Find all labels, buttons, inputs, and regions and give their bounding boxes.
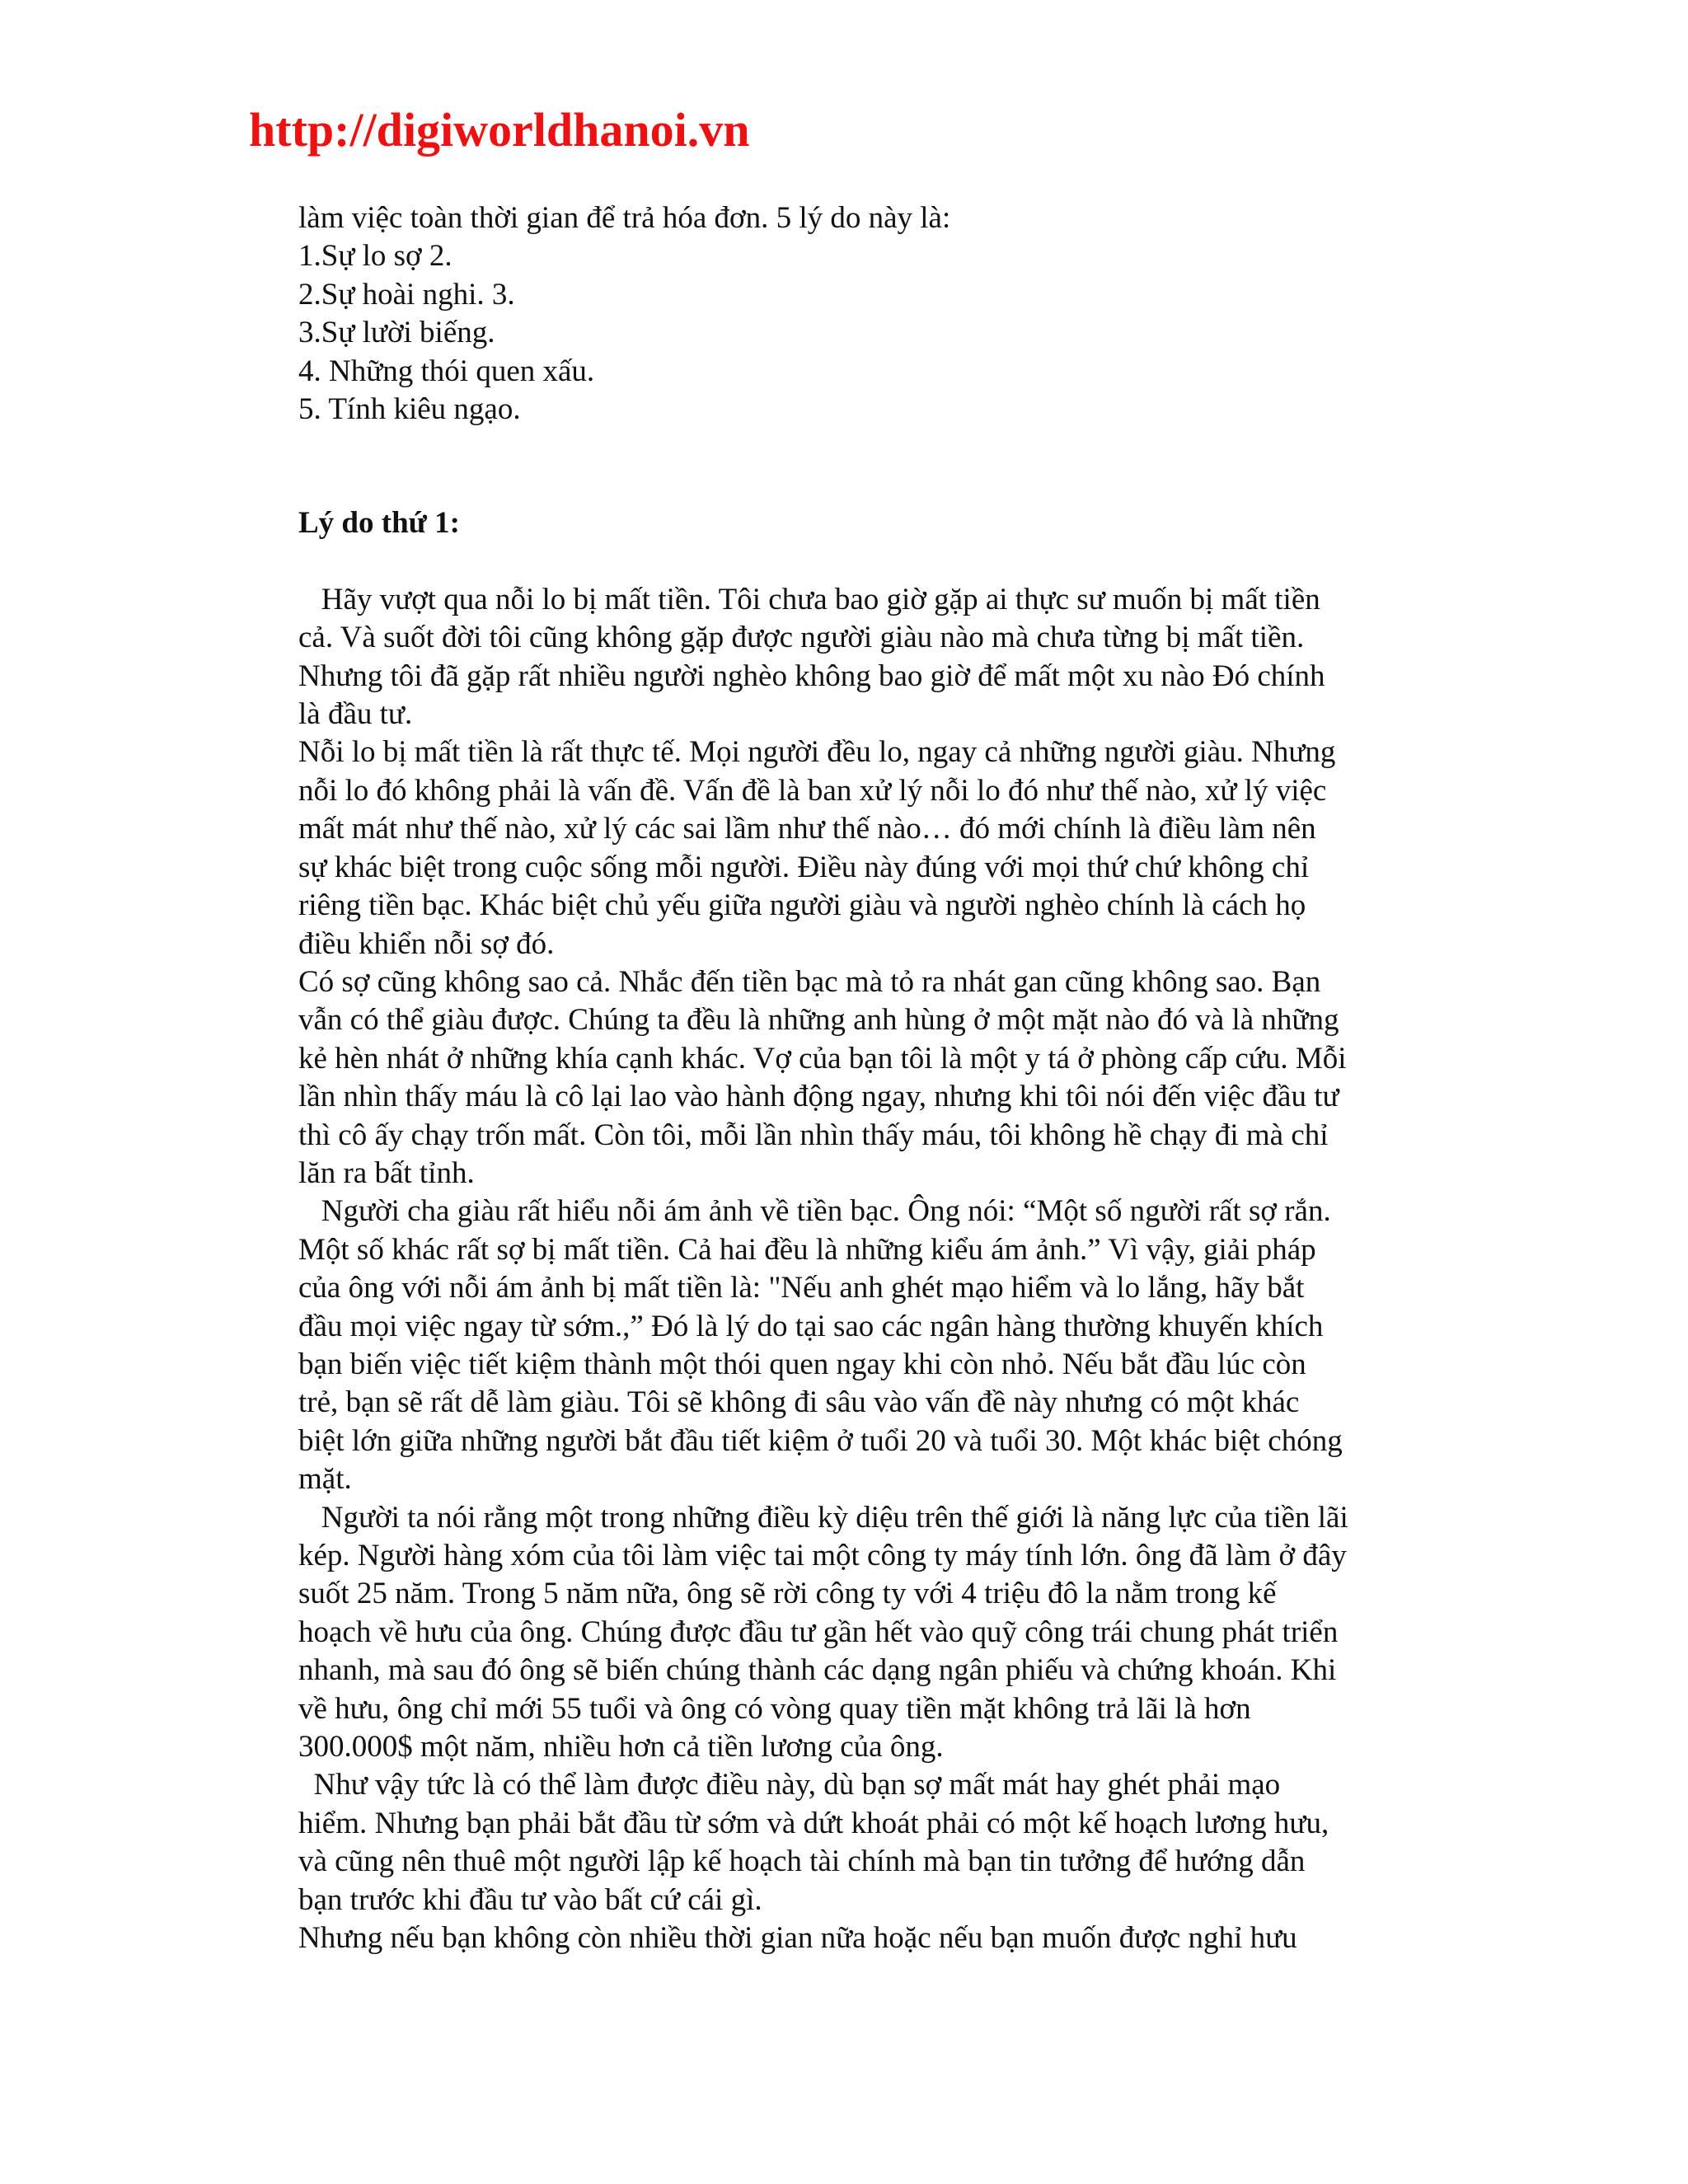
text-line: điều khiển nỗi sợ đó. (298, 926, 555, 961)
text-line: về hưu, ông chỉ mới 55 tuổi và ông có vòng quay tiền mặt không trả lãi là hơn (298, 1691, 1251, 1726)
text-line: và cũng nên thuê một người lập kế hoạch tài chính mà bạn tin tưởng để hướng dẫn (298, 1844, 1306, 1879)
text-line: Người cha giàu rất hiểu nỗi ám ảnh về tiền bạc. Ông nói: “Một số người rất sợ rắn. (298, 1194, 1331, 1229)
text-line: cả. Và suốt đời tôi cũng không gặp được người giàu nào mà chưa từng bị mất tiền. (298, 621, 1305, 655)
text-line: Hãy vượt qua nỗi lo bị mất tiền. Tôi chưa bao giờ gặp ai thực sư muốn bị mất tiền (298, 582, 1320, 616)
paragraph (298, 1499, 1452, 1767)
document-body (298, 199, 1452, 1957)
text-line: vẫn có thể giàu được. Chúng ta đều là những anh hùng ở một mặt nào đó và là những (298, 1003, 1339, 1038)
text-line: bạn biến việc tiết kiệm thành một thói quen ngay khi còn nhỏ. Nếu bắt đầu lúc còn (298, 1347, 1306, 1381)
paragraph (298, 1193, 1452, 1498)
text-line: kẻ hèn nhát ở những khía cạnh khác. Vợ của bạn tôi là một y tá ở phòng cấp cứu. Mỗi (298, 1041, 1347, 1076)
paragraph (298, 1766, 1452, 1919)
text-line: Người ta nói rằng một trong những điều kỳ diệu trên thế giới là năng lực của tiền lãi (298, 1500, 1348, 1535)
paragraph (298, 581, 1452, 734)
section-heading: Lý do thứ 1: (298, 506, 460, 541)
list-item: 1.Sự lo sợ 2. (298, 239, 452, 274)
text-line: sự khác biệt trong cuộc sống mỗi người. Điều này đúng với mọi thứ chứ không chỉ (298, 850, 1310, 884)
section-spacer (298, 543, 1452, 581)
paragraph (298, 963, 1452, 1193)
text-line: Như vậy tức là có thể làm được điều này, dù bạn sợ mất mát hay ghét phải mạo (298, 1768, 1281, 1802)
text-line: của ông với nỗi ám ảnh bị mất tiền là: "Nếu anh ghét mạo hiểm và lo lắng, hãy bắt (298, 1271, 1305, 1305)
text-line: thì cô ấy chạy trốn mất. Còn tôi, mỗi lần nhìn thấy máu, tôi không hề chạy đi mà chỉ (298, 1118, 1329, 1152)
intro-text: làm việc toàn thời gian để trả hóa đơn. 5 lý do này là: (298, 201, 951, 235)
text-line: là đầu tư. (298, 697, 413, 732)
text-line: suốt 25 năm. Trong 5 năm nữa, ông sẽ rời công ty với 4 triệu đô la nằm trong kế (298, 1577, 1277, 1611)
list-item: 4. Những thói quen xấu. (298, 354, 595, 388)
text-line: Nỗi lo bị mất tiền là rất thực tế. Mọi người đều lo, ngay cả những người giàu. Nhưng (298, 735, 1336, 770)
list-item: 5. Tính kiêu ngạo. (298, 392, 521, 427)
text-line: Một số khác rất sợ bị mất tiền. Cả hai đều là những kiểu ám ảnh.” Vì vậy, giải pháp (298, 1232, 1316, 1267)
text-line: Nhưng nếu bạn không còn nhiều thời gian nữa hoặc nếu bạn muốn được nghỉ hưu (298, 1921, 1297, 1956)
text-line: Có sợ cũng không sao cả. Nhắc đến tiền bạc mà tỏ ra nhát gan cũng không sao. Bạn (298, 964, 1321, 999)
paragraph (298, 1919, 1452, 1957)
text-line: 300.000$ một năm, nhiều hơn cả tiền lương của ông. (298, 1730, 944, 1765)
text-line: hoạch về hưu của ông. Chúng được đầu tư gần hết vào quỹ công trái chung phát triển (298, 1615, 1339, 1649)
reasons-list (298, 237, 1452, 429)
text-line: mặt. (298, 1462, 352, 1497)
list-item: 2.Sự hoài nghi. 3. (298, 277, 515, 312)
text-line: riêng tiền bạc. Khác biệt chủ yếu giữa người giàu và người nghèo chính là cách họ (298, 888, 1306, 923)
list-item: 3.Sự lười biếng. (298, 316, 495, 350)
text-line: đầu mọi việc ngay từ sớm.,” Đó là lý do tại sao các ngân hàng thường khuyến khích (298, 1309, 1324, 1343)
text-line: nhanh, mà sau đó ông sẽ biến chúng thành các dạng ngân phiếu và chứng khoán. Khi (298, 1653, 1337, 1688)
text-line: lần nhìn thấy máu là cô lại lao vào hành động ngay, nhưng khi tôi nói đến việc đầu tư (298, 1080, 1339, 1114)
text-line: nỗi lo đó không phải là vấn đề. Vấn đề là ban xử lý nỗi lo đó như thế nào, xử lý việc (298, 773, 1327, 808)
text-line: trẻ, bạn sẽ rất dễ làm giàu. Tôi sẽ không đi sâu vào vấn đề này nhưng có một khác (298, 1385, 1300, 1420)
text-line: mất mát như thế nào, xử lý các sai lầm như thế nào… đó mới chính là điều làm nên (298, 812, 1316, 846)
body-paragraphs (298, 581, 1452, 1958)
text-line: hiểm. Nhưng bạn phải bắt đầu từ sớm và dứt khoát phải có một kế hoạch lương hưu, (298, 1806, 1329, 1840)
text-line: biệt lớn giữa những người bắt đầu tiết kiệm ở tuổi 20 và tuổi 30. Một khác biệt chóng (298, 1423, 1343, 1458)
text-line: kép. Người hàng xóm của tôi làm việc tai một công ty máy tính lớn. ông đã làm ở đây (298, 1539, 1347, 1572)
site-url-header[interactable]: http://digiworldhanoi.vn (249, 103, 750, 157)
paragraph (298, 733, 1452, 963)
text-line: lăn ra bất tỉnh. (298, 1155, 475, 1190)
text-line: Nhưng tôi đã gặp rất nhiều người nghèo không bao giờ để mất một xu nào Đó chính (298, 658, 1325, 693)
text-line: bạn trước khi đầu tư vào bất cứ cái gì. (298, 1882, 762, 1917)
